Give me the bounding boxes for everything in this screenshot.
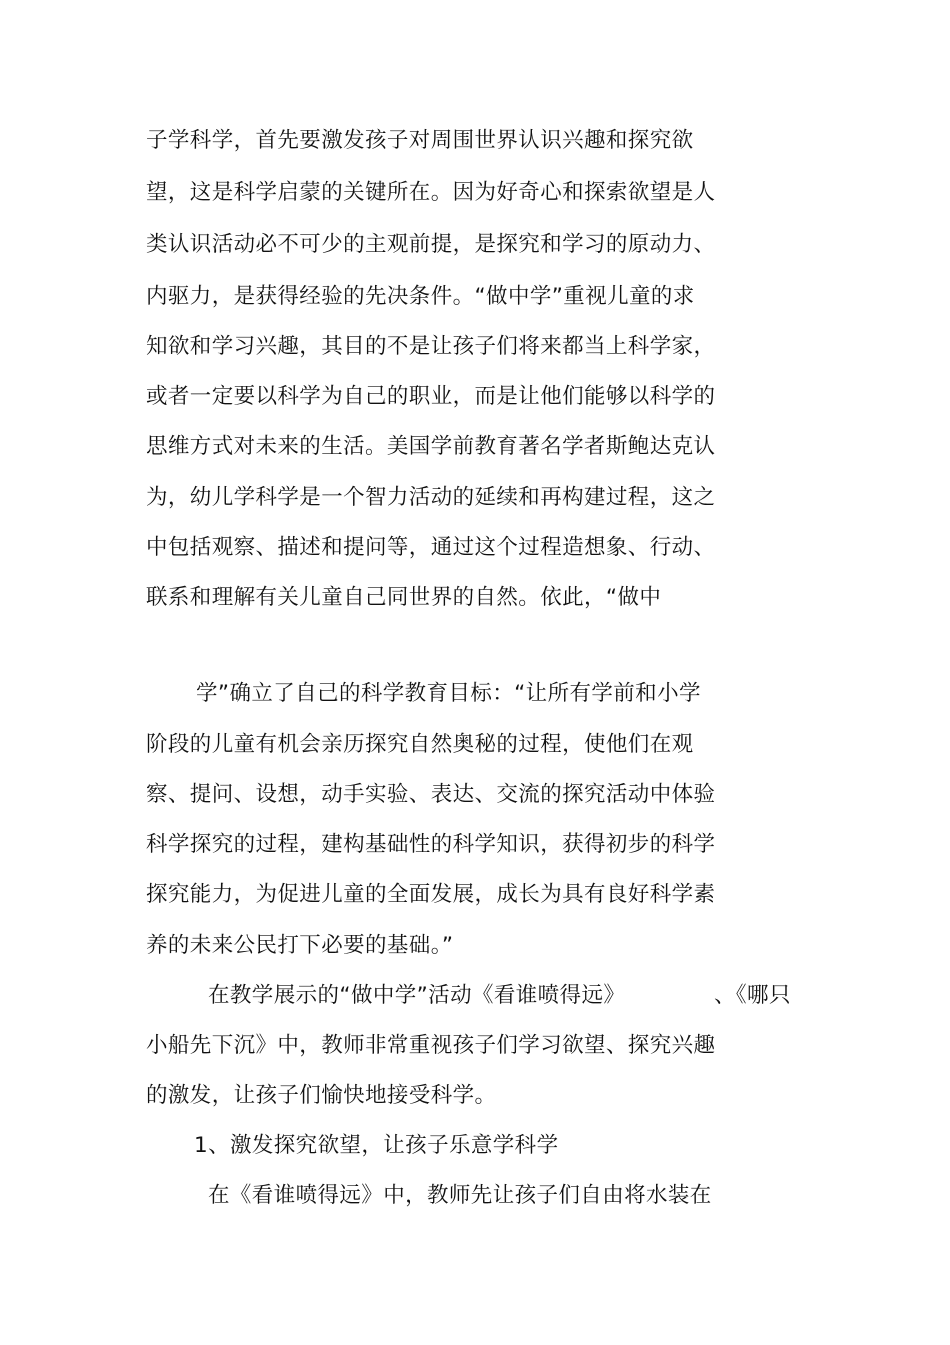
text-line: 内驱力，是获得经验的先决条件。“做中学”重视儿童的求: [146, 284, 695, 309]
text-line: 子学科学，首先要激发孩子对周围世界认识兴趣和探究欲: [146, 128, 694, 153]
text-line: 察、提问、设想，动手实验、表达、交流的探究活动中体验: [146, 782, 716, 807]
text-line: 联系和理解有关儿童自己同世界的自然。依此，“做中: [146, 585, 662, 610]
text-line: 类认识活动必不可少的主观前提，是探究和学习的原动力、: [146, 232, 716, 257]
text-line: 科学探究的过程，建构基础性的科学知识，获得初步的科学: [146, 832, 716, 857]
text-line: 小船先下沉》中，教师非常重视孩子们学习欲望、探究兴趣: [146, 1033, 716, 1058]
text-line: 望，这是科学启蒙的关键所在。因为好奇心和探索欲望是人: [146, 180, 716, 205]
text-line: 或者一定要以科学为自己的职业，而是让他们能够以科学的: [146, 384, 716, 409]
text-line: 养的未来公民打下必要的基础。”: [146, 933, 454, 958]
text-line: 、《哪只: [714, 983, 791, 1008]
text-line: 为，幼儿学科学是一个智力活动的延续和再构建过程，这之: [146, 485, 716, 510]
text-line: 学”确立了自己的科学教育目标：“让所有学前和小学: [196, 681, 701, 706]
text-line: 知欲和学习兴趣，其目的不是让孩子们将来都当上科学家，: [146, 334, 716, 359]
text-line: 在《看谁喷得远》中，教师先让孩子们自由将水装在: [208, 1183, 712, 1208]
text-line: 的激发，让孩子们愉快地接受科学。: [146, 1083, 497, 1108]
text-line: 在教学展示的“做中学”活动《看谁喷得远》: [208, 983, 626, 1008]
text-line: 探究能力，为促进儿童的全面发展，成长为具有良好科学素: [146, 882, 716, 907]
text-line: 思维方式对未来的生活。美国学前教育著名学者斯鲍达克认: [146, 434, 716, 459]
section-heading: 1、激发探究欲望，让孩子乐意学科学: [194, 1133, 559, 1158]
text-line: 中包括观察、描述和提问等，通过这个过程造想象、行动、: [146, 535, 716, 560]
text-line: 阶段的儿童有机会亲历探究自然奥秘的过程，使他们在观: [146, 732, 694, 757]
